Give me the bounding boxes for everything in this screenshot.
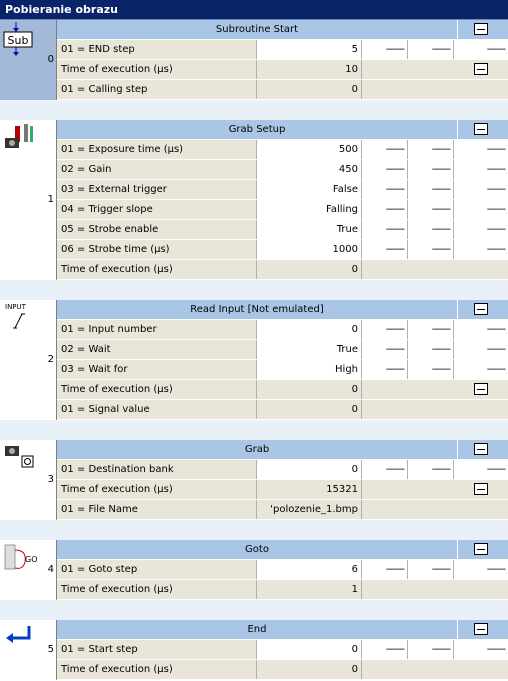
collapse-button[interactable] [474, 123, 488, 135]
parameter-label: Time of execution (µs) [57, 260, 257, 279]
step-number: 4 [47, 564, 54, 575]
step-title: Goto [245, 544, 269, 555]
row-filler [362, 260, 508, 279]
parameter-value[interactable]: 0 [257, 320, 362, 339]
row-filler [362, 660, 508, 679]
parameter-label: 03 = External trigger [57, 180, 257, 199]
step-number: 1 [47, 194, 54, 205]
empty-cell[interactable]: ------- [454, 200, 508, 219]
parameter-row[interactable] [57, 560, 508, 580]
parameter-label: 01 = Exposure time (µs) [57, 140, 257, 159]
empty-cell[interactable]: ------- [408, 160, 454, 179]
step-number-area[interactable] [0, 20, 57, 100]
result-row[interactable] [57, 580, 508, 600]
step-block[interactable] [0, 540, 508, 600]
step-number: 0 [47, 54, 54, 65]
step-number: 3 [47, 474, 54, 485]
parameter-value[interactable]: High [257, 360, 362, 379]
step-header[interactable] [57, 300, 508, 320]
step-number-area[interactable] [0, 120, 57, 280]
svg-text:Sub: Sub [7, 34, 29, 47]
parameter-label: Time of execution (µs) [57, 580, 257, 599]
step-separator [0, 100, 508, 120]
parameter-value: 1 [257, 580, 362, 599]
result-row[interactable] [57, 80, 508, 100]
collapse-button[interactable] [474, 303, 488, 315]
header-divider [457, 300, 458, 320]
empty-cell[interactable]: ------- [362, 220, 408, 239]
step-title: Grab [244, 444, 270, 455]
header-divider [457, 440, 458, 460]
step-separator [0, 420, 508, 440]
parameter-label: Time of execution (µs) [57, 660, 257, 679]
parameter-value[interactable]: 5 [257, 40, 362, 59]
step-number-area[interactable] [0, 620, 57, 680]
parameter-value: 0 [257, 660, 362, 679]
parameter-value: 'polozenie_1.bmp [257, 500, 362, 519]
empty-cell[interactable]: ------- [362, 320, 408, 339]
result-row[interactable] [57, 660, 508, 680]
parameter-label: Time of execution (µs) [57, 380, 257, 399]
row-filler [362, 500, 508, 519]
parameter-row[interactable] [57, 320, 508, 340]
empty-cell[interactable]: ------- [408, 180, 454, 199]
step-number-area[interactable] [0, 300, 57, 420]
empty-cell[interactable]: ------- [454, 220, 508, 239]
empty-cell[interactable]: ------- [454, 240, 508, 259]
collapse-button[interactable] [474, 543, 488, 555]
parameter-label: 02 = Wait [57, 340, 257, 359]
empty-cell[interactable]: ------- [408, 340, 454, 359]
step-header[interactable] [57, 120, 508, 140]
collapse-button[interactable] [474, 443, 488, 455]
empty-cell[interactable]: ------- [408, 240, 454, 259]
empty-cell[interactable]: ------- [408, 200, 454, 219]
parameter-row[interactable] [57, 200, 508, 220]
end-arrow-icon [3, 622, 37, 655]
empty-cell[interactable]: ------- [362, 340, 408, 359]
empty-cell[interactable]: ------- [454, 560, 508, 579]
step-separator [0, 600, 508, 620]
empty-cell[interactable]: ------- [408, 560, 454, 579]
parameter-row[interactable] [57, 640, 508, 660]
parameter-row[interactable] [57, 460, 508, 480]
row-filler [362, 80, 508, 99]
step-block[interactable] [0, 120, 508, 280]
parameter-value: 15321 [257, 480, 362, 499]
parameter-value[interactable]: Falling [257, 200, 362, 219]
parameter-value[interactable]: 450 [257, 160, 362, 179]
parameter-label: 01 = Signal value [57, 400, 257, 419]
parameter-value[interactable]: 1000 [257, 240, 362, 259]
step-number: 2 [47, 354, 54, 365]
window-title: Pobieranie obrazu [0, 0, 508, 20]
parameter-label: 06 = Strobe time (µs) [57, 240, 257, 259]
result-row[interactable] [57, 380, 508, 400]
empty-cell[interactable]: ------- [454, 160, 508, 179]
parameter-value[interactable]: 500 [257, 140, 362, 159]
parameter-value: 0 [257, 380, 362, 399]
svg-text:GO: GO [25, 555, 38, 564]
parameter-label: Time of execution (µs) [57, 480, 257, 499]
step-title: Subroutine Start [215, 24, 299, 35]
row-filler [362, 400, 508, 419]
row-filler [362, 580, 508, 599]
empty-cell[interactable]: ------- [408, 360, 454, 379]
empty-cell[interactable]: ------- [408, 40, 454, 59]
empty-cell[interactable]: ------- [408, 460, 454, 479]
parameter-label: 04 = Trigger slope [57, 200, 257, 219]
parameter-row[interactable] [57, 40, 508, 60]
parameter-label: 02 = Gain [57, 160, 257, 179]
parameter-row[interactable] [57, 220, 508, 240]
empty-cell[interactable]: ------- [408, 320, 454, 339]
empty-cell[interactable]: ------- [362, 560, 408, 579]
step-title: Grab Setup [228, 124, 286, 135]
header-divider [457, 620, 458, 640]
empty-cell[interactable]: ------- [362, 40, 408, 59]
result-row[interactable] [57, 480, 508, 500]
parameter-value[interactable]: True [257, 220, 362, 239]
empty-cell[interactable]: ------- [454, 460, 508, 479]
parameter-row[interactable] [57, 240, 508, 260]
parameter-value[interactable]: True [257, 340, 362, 359]
step-header[interactable] [57, 440, 508, 460]
parameter-label: 01 = Destination bank [57, 460, 257, 479]
subroutine-icon [3, 22, 33, 59]
parameter-row[interactable] [57, 340, 508, 360]
step-header[interactable] [57, 620, 508, 640]
empty-cell[interactable]: ------- [454, 640, 508, 659]
empty-cell[interactable]: ------- [362, 180, 408, 199]
parameter-row[interactable] [57, 360, 508, 380]
parameter-label: Time of execution (µs) [57, 60, 257, 79]
result-row[interactable] [57, 400, 508, 420]
step-separator [0, 520, 508, 540]
step-block[interactable] [0, 440, 508, 520]
step-title: End [247, 624, 267, 635]
parameter-row[interactable] [57, 140, 508, 160]
camera-tools-icon [3, 122, 37, 155]
step-separator [0, 280, 508, 300]
header-divider [457, 120, 458, 140]
parameter-value: 0 [257, 400, 362, 419]
step-block[interactable] [0, 20, 508, 100]
empty-cell[interactable]: ------- [454, 340, 508, 359]
parameter-value[interactable]: 6 [257, 560, 362, 579]
collapse-button[interactable] [474, 63, 488, 75]
empty-cell[interactable]: ------- [454, 180, 508, 199]
parameter-label: 01 = Goto step [57, 560, 257, 579]
collapse-button[interactable] [474, 623, 488, 635]
empty-cell[interactable]: ------- [362, 200, 408, 219]
empty-cell[interactable]: ------- [362, 640, 408, 659]
result-row[interactable] [57, 260, 508, 280]
step-number: 5 [47, 644, 54, 655]
parameter-label: 01 = Start step [57, 640, 257, 659]
parameter-label: 03 = Wait for [57, 360, 257, 379]
result-row[interactable] [57, 500, 508, 520]
empty-cell[interactable]: ------- [362, 460, 408, 479]
empty-cell[interactable]: ------- [454, 140, 508, 159]
parameter-label: 01 = Calling step [57, 80, 257, 99]
svg-text:INPUT: INPUT [5, 303, 26, 311]
parameter-label: 05 = Strobe enable [57, 220, 257, 239]
empty-cell[interactable]: ------- [408, 220, 454, 239]
parameter-value[interactable]: 0 [257, 460, 362, 479]
camera-grab-icon [3, 442, 37, 475]
empty-cell[interactable]: ------- [454, 360, 508, 379]
step-number-area[interactable] [0, 540, 57, 600]
empty-cell[interactable]: ------- [362, 160, 408, 179]
step-title: Read Input [Not emulated] [190, 304, 324, 315]
parameter-value: 0 [257, 80, 362, 99]
step-block[interactable] [0, 300, 508, 420]
empty-cell[interactable]: ------- [362, 140, 408, 159]
empty-cell[interactable]: ------- [454, 40, 508, 59]
empty-cell[interactable]: ------- [362, 360, 408, 379]
parameter-row[interactable] [57, 160, 508, 180]
goto-icon [3, 542, 39, 579]
parameter-label: 01 = File Name [57, 500, 257, 519]
parameter-value[interactable]: 0 [257, 640, 362, 659]
collapse-button[interactable] [474, 483, 488, 495]
parameter-value[interactable]: False [257, 180, 362, 199]
empty-cell[interactable]: ------- [454, 320, 508, 339]
header-divider [457, 540, 458, 560]
result-row[interactable] [57, 60, 508, 80]
input-switch-icon [3, 302, 37, 335]
collapse-button[interactable] [474, 23, 488, 35]
empty-cell[interactable]: ------- [408, 640, 454, 659]
empty-cell[interactable]: ------- [408, 140, 454, 159]
parameter-label: 01 = Input number [57, 320, 257, 339]
step-number-area[interactable] [0, 440, 57, 520]
empty-cell[interactable]: ------- [362, 240, 408, 259]
parameter-value: 10 [257, 60, 362, 79]
step-header[interactable] [57, 540, 508, 560]
header-divider [457, 20, 458, 40]
step-block[interactable] [0, 620, 508, 680]
parameter-row[interactable] [57, 180, 508, 200]
parameter-label: 01 = END step [57, 40, 257, 59]
parameter-value: 0 [257, 260, 362, 279]
collapse-button[interactable] [474, 383, 488, 395]
step-header[interactable] [57, 20, 508, 40]
